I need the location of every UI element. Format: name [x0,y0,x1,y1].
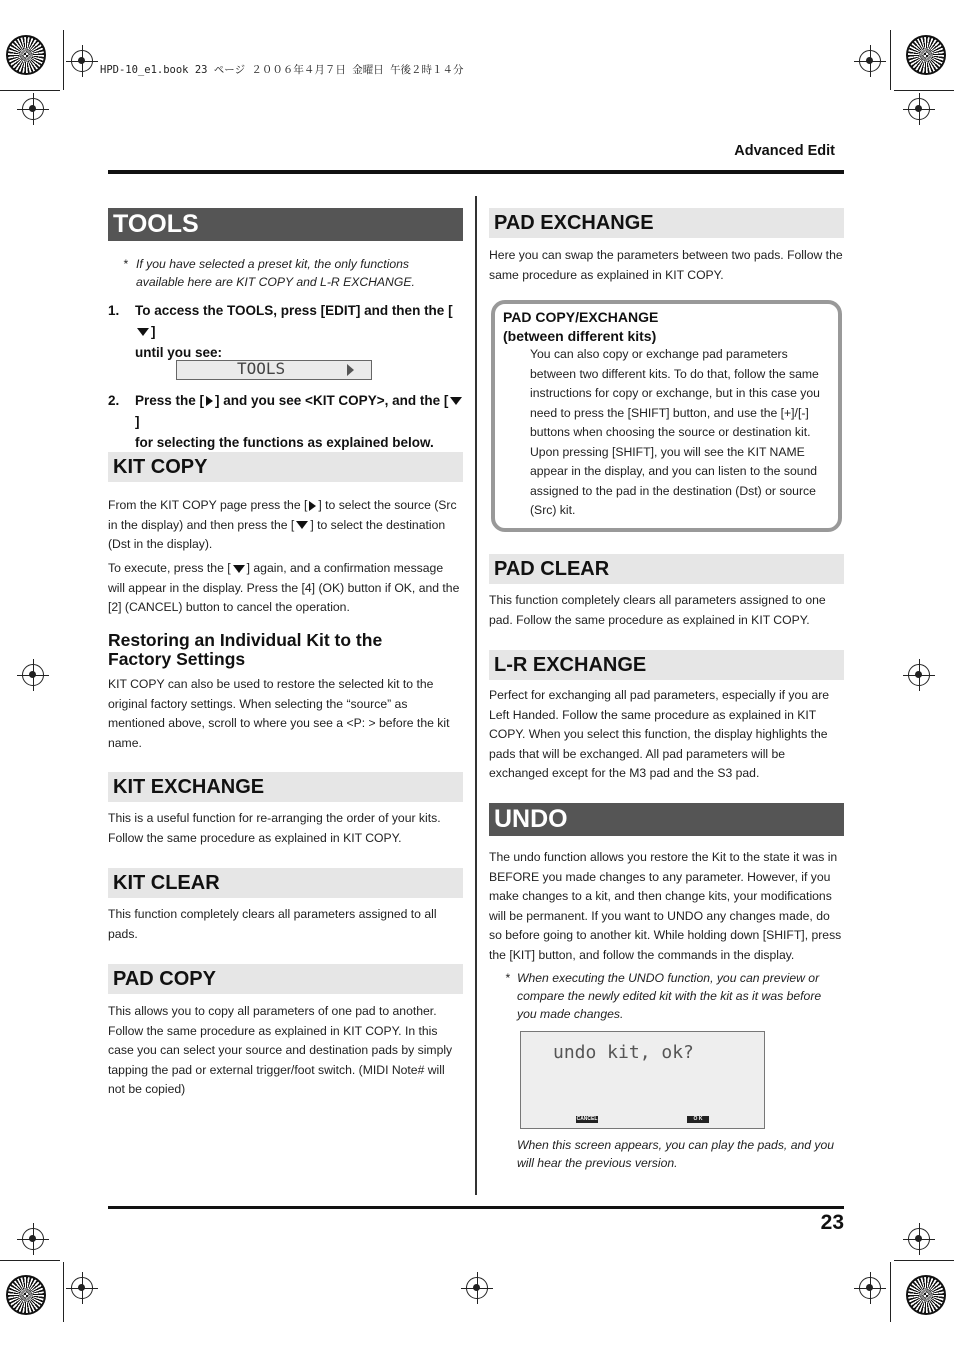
crosshair-icon [22,664,44,686]
registration-wheel-icon [906,1275,946,1315]
down-arrow-icon [450,397,462,405]
lcd-tools-text: TOOLS [237,359,286,378]
tools-lcd-display [176,360,372,380]
undo-caption: When this screen appears, you can play the pads, and you will hear the previous version. [517,1138,835,1170]
lcd-right-arrow-icon [347,364,354,376]
kit-copy-paragraph-1: From the KIT COPY page press the [ ] to select the source (Src in the display) and then press the [ ] to select the destination (Dst in the display). [108,498,457,551]
lr-exchange-body: Perfect for exchanging all pad parameters, especially if you are Left Handed. Follow the same procedure as explained in KIT COPY. When you select this function, the display highlights the pads that will be exchanged. All pad parameters will be exchanged except for the M3 pad and the S3 pad. [489,688,830,780]
undo-note-marker: * [505,971,510,985]
page-number: 23 [820,1211,844,1234]
crosshair-icon [71,50,93,72]
pad-clear-body: This function completely clears all parameters assigned to one pad. Follow the same procedure as explained in KIT COPY. [489,593,826,627]
tools-heading: TOOLS [108,208,463,241]
crosshair-icon [22,1228,44,1250]
crosshair-icon [908,664,930,686]
footer-rule [108,1206,844,1209]
lcd-ok-label: O K [687,1116,709,1123]
pad-clear-heading: PAD CLEAR [489,554,844,584]
crosshair-icon [22,98,44,120]
crosshair-icon [71,1277,93,1299]
pad-copy-body: This allows you to copy all parameters of one pad to another. Follow the same procedure as explained in KIT COPY. In this case you can select your source and destination pads by simply tapping the pad or external trigger/foot switch. (MIDI Note# will not be copied) [108,1004,453,1096]
undo-body: The undo function allows you restore the Kit to the state it was in BEFORE you made changes to any parameter. However, if you make changes to a kit, and then change kits, your modifications will be permanent. If you want to UNDO any changes made, do so before going to another kit. While holding down [SHIFT], press the [KIT] button, and follow the commands in the display. [489,850,842,962]
lr-exchange-heading: L-R EXCHANGE [489,650,844,680]
kit-copy-paragraph-2: To execute, press the [ ] again, and a confirmation message will appear in the display. Press the [4] (OK) button if OK, and the [2] (CANCEL) button to cancel the operation. [108,561,460,614]
restore-subheading: Restoring an Individual Kit to the Factory Settings [108,630,383,669]
crosshair-icon [908,1228,930,1250]
step-1 [108,300,463,360]
kit-copy-heading: KIT COPY [108,452,463,482]
registration-wheel-icon [6,1275,46,1315]
right-arrow-icon [309,501,316,511]
undo-lcd-display [520,1031,765,1129]
column-divider [475,196,477,1195]
step-1-number: 1. [108,303,120,318]
crosshair-icon [859,50,881,72]
crosshair-icon [466,1277,488,1299]
pad-exchange-heading: PAD EXCHANGE [489,208,844,238]
registration-wheel-icon [906,35,946,75]
step-2 [108,390,463,450]
book-info-line: HPD-10_e1.book 23 ページ ２００６年４月７日 金曜日 午後２時１４分 [100,64,464,76]
restore-body: KIT COPY can also be used to restore the selected kit to the original factory settings. When selecting the “source” as mentioned above, scroll to where you see a <P: > before the kit name. [108,677,450,750]
crosshair-icon [908,98,930,120]
crosshair-icon [859,1277,881,1299]
running-title: Advanced Edit [734,143,835,159]
undo-note: When executing the UNDO function, you can preview or compare the newly edited kit with the kit as it was before you made changes. [517,971,822,1021]
callout-body: You can also copy or exchange pad parameters between two different kits. To do that, follow the same instructions for copy or exchange, but in this case you need to press the [SHIFT] button, and use the [+]/[-] buttons when choosing the source or destination kit. Upon pressing [SHIFT], you will see the KIT NAME appear in the display, and you can listen to the sound assigned to the pad in the destination (Dst) or source (Src) kit. [530,347,820,517]
registration-wheel-icon [6,35,46,75]
header-rule [108,170,844,174]
pad-exchange-body: Here you can swap the parameters between two pads. Follow the same procedure as explained in KIT COPY. [489,248,843,282]
down-arrow-icon [296,521,308,529]
step-2-number: 2. [108,393,120,408]
step-2-text: Press the [ ] and you see <KIT COPY>, and the [] for selecting the functions as explained below. [135,390,465,453]
tools-note: If you have selected a preset kit, the only functions available here are KIT COPY and L-R EXCHANGE. [136,257,415,289]
lcd-undo-text: undo kit, ok? [553,1042,694,1063]
kit-exchange-body: This is a useful function for re-arranging the order of your kits. Follow the same procedure as explained in KIT COPY. [108,811,441,845]
lcd-cancel-label: CANCEL [576,1116,598,1122]
undo-heading: UNDO [489,803,844,836]
callout-title: PAD COPY/EXCHANGE (between different kits) [503,309,659,344]
down-arrow-icon [137,328,149,336]
kit-clear-body: This function completely clears all parameters assigned to all pads. [108,907,437,941]
tools-note-marker: * [123,257,128,271]
right-arrow-icon [206,396,213,406]
kit-clear-heading: KIT CLEAR [108,868,463,898]
pad-copy-heading: PAD COPY [108,964,463,994]
down-arrow-icon [233,565,245,573]
step-1-text: To access the TOOLS, press [EDIT] and then the [] until you see: [135,303,453,360]
kit-exchange-heading: KIT EXCHANGE [108,772,463,802]
